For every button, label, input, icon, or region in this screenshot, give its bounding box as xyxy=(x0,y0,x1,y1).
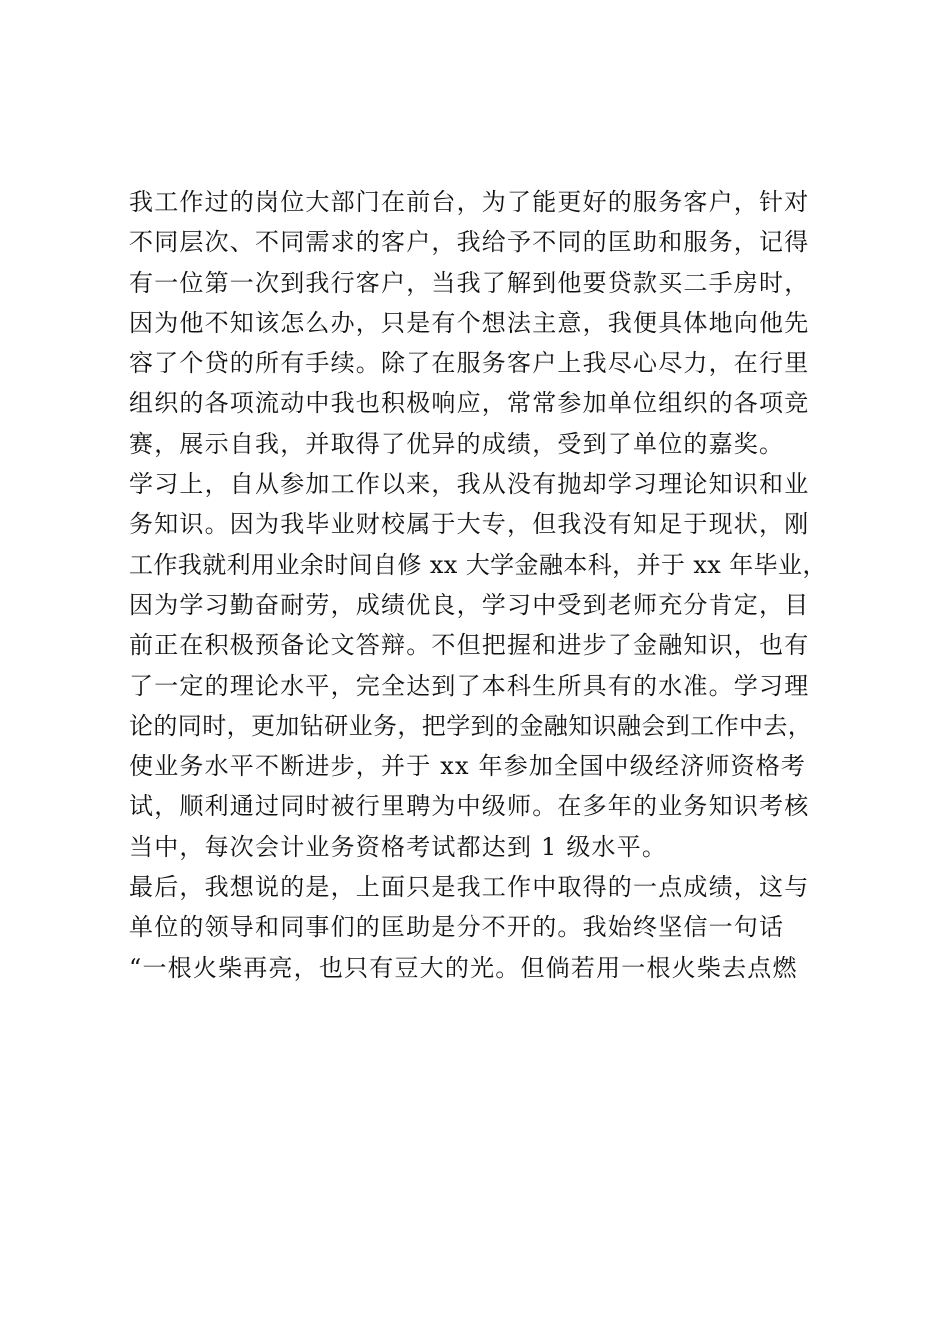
text-line: 不同层次、不同需求的客户，我给予不同的匡助和服务，记得 xyxy=(129,228,810,257)
text-line: 论的同时，更加钻研业务，把学到的金融知识融会到工作中去， xyxy=(129,711,813,740)
text-line: 当中，每次会计业务资格考试都达到 1 级水平。 xyxy=(129,832,668,861)
paragraph-study xyxy=(129,464,829,867)
text-line: 务知识。因为我毕业财校属于大专，但我没有知足于现状，刚 xyxy=(129,510,810,539)
document-body xyxy=(129,182,829,988)
text-line: 有一位第一次到我行客户，当我了解到他要贷款买二手房时， xyxy=(129,268,810,297)
text-line: 最后，我想说的是，上面只是我工作中取得的一点成绩，这与 xyxy=(129,873,810,902)
text-line: 了一定的理论水平，完全达到了本科生所具有的水准。学习理 xyxy=(129,671,810,700)
text-line: 学习上，自从参加工作以来，我从没有抛却学习理论知识和业 xyxy=(129,470,810,499)
text-line: 容了个贷的所有手续。除了在服务客户上我尽心尽力，在行里 xyxy=(129,349,810,378)
paragraph-conclusion xyxy=(129,867,829,988)
text-line: 赛，展示自我，并取得了优异的成绩，受到了单位的嘉奖。 xyxy=(129,429,785,458)
text-line: 因为学习勤奋耐劳，成绩优良，学习中受到老师充分肯定，目 xyxy=(129,590,810,619)
text-line: 使业务水平不断进步，并于 xx 年参加全国中级经济师资格考 xyxy=(129,752,807,781)
text-line: 组织的各项流动中我也积极响应，常常参加单位组织的各项竞 xyxy=(129,389,810,418)
text-line: 单位的领导和同事们的匡助是分不开的。我始终坚信一句话 xyxy=(129,913,785,942)
text-line: 试，顺利通过同时被行里聘为中级师。在多年的业务知识考核 xyxy=(129,792,810,821)
text-line: 前正在积极预备论文答辩。不但把握和进步了金融知识，也有 xyxy=(129,631,810,660)
text-line: 因为他不知该怎么办，只是有个想法主意，我便具体地向他先 xyxy=(129,308,810,337)
paragraph-work-experience xyxy=(129,182,829,464)
text-line: 我工作过的岗位大部门在前台，为了能更好的服务客户，针对 xyxy=(129,188,810,216)
text-line: “一根火柴再亮，也只有豆大的光。但倘若用一根火柴去点燃 xyxy=(129,953,798,982)
text-line: 工作我就利用业余时间自修 xx 大学金融本科，并于 xx 年毕业， xyxy=(129,550,827,579)
